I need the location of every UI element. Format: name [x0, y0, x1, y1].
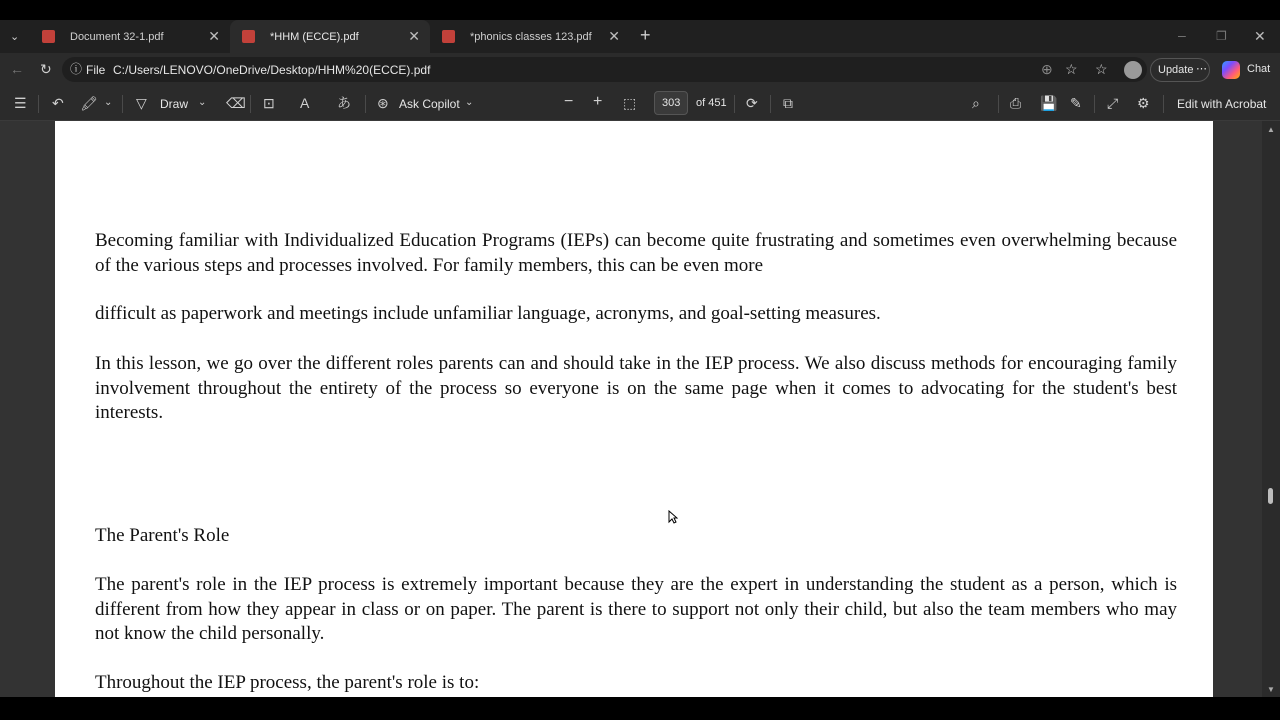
paragraph-intro: Becoming familiar with Individualized Education Programs (IEPs) can become quite frustrating and sometimes even overwhelming because of the various steps and processes involved. For family members, this can be even more [95, 230, 1177, 276]
scrollbar-thumb[interactable] [1268, 488, 1273, 504]
toolbar-divider [250, 95, 251, 113]
favorites-icon[interactable]: ☆ [1095, 61, 1108, 77]
pdf-icon [442, 30, 455, 43]
new-tab-icon[interactable]: + [640, 25, 651, 45]
address-field[interactable] [62, 57, 1147, 82]
paragraph-parents-role: The parent's role in the IEP process is extremely important because they are the expert in understanding the student as a person, which is different from how they appear in class or on paper. The parent is there to support not only their child, but also the team members who may not know the child personally. [95, 574, 1177, 644]
tab-document-32[interactable] [30, 20, 230, 53]
settings-gear-icon[interactable]: ⚙ [1137, 95, 1150, 111]
draw-icon[interactable]: ▽ [136, 95, 147, 111]
url-text: C:/Users/LENOVO/OneDrive/Desktop/HHM%20(ECCE).pdf [113, 63, 431, 77]
paragraph-lesson-overview: In this lesson, we go over the different roles parents can and should take in the IEP process. We also discuss methods for encouraging family involvement throughout the entirety of the process so everyone is on the same page when it comes to advocating for the student's best interests. [95, 353, 1177, 423]
minimize-icon[interactable]: – [1178, 27, 1186, 43]
toolbar-divider [770, 95, 771, 113]
paragraph-intro-continued: difficult as paperwork and meetings include unfamiliar language, acronyms, and goal-setting measures. [95, 303, 881, 324]
contents-icon[interactable]: ☰ [14, 95, 27, 111]
copilot-icon[interactable]: ⊛ [377, 95, 389, 111]
more-icon: ⋯ [1196, 63, 1207, 75]
close-tab-icon[interactable]: ✕ [608, 28, 620, 44]
page-number-value: 303 [662, 97, 681, 109]
scheme-label: File [86, 63, 106, 77]
screen-top-border [0, 0, 1280, 20]
tab-title: Document 32-1.pdf [70, 30, 164, 43]
search-icon[interactable]: ⌕ [972, 95, 980, 111]
highlight-icon[interactable]: 🖍 [80, 95, 98, 111]
section-heading-parents-role: The Parent's Role [95, 525, 230, 546]
vertical-scrollbar[interactable] [1262, 121, 1280, 697]
undo-icon[interactable]: ↶ [52, 95, 64, 111]
chat-label: Chat [1247, 63, 1271, 75]
tab-title: *phonics classes 123.pdf [470, 30, 592, 43]
translate-icon[interactable]: あ [337, 95, 351, 111]
save-as-icon[interactable]: ✎ [1070, 95, 1082, 111]
screen-bottom-border [0, 697, 1280, 720]
mouse-cursor-icon [668, 510, 678, 524]
address-bar-row [0, 53, 1280, 86]
tab-actions-chevron-icon[interactable]: ⌄ [10, 31, 20, 43]
text-box-icon[interactable]: ⊡ [263, 95, 275, 111]
close-tab-icon[interactable]: ✕ [208, 28, 220, 44]
chat-button[interactable] [1218, 58, 1274, 82]
rotate-icon[interactable]: ⟳ [746, 95, 758, 111]
toolbar-divider [122, 95, 123, 113]
toolbar-divider [734, 95, 735, 113]
info-icon[interactable]: ⓘ [70, 62, 83, 76]
draw-button[interactable]: Draw [160, 97, 189, 111]
scroll-up-icon[interactable]: ▲ [1267, 125, 1275, 134]
save-icon[interactable]: 💾 [1040, 95, 1058, 111]
pdf-icon [242, 30, 255, 43]
toolbar-divider [1163, 95, 1164, 113]
scroll-down-icon[interactable]: ▼ [1267, 685, 1275, 694]
edit-with-acrobat-button[interactable]: Edit with Acrobat [1177, 97, 1267, 111]
highlight-dropdown-chevron-icon[interactable]: ⌄ [104, 97, 113, 108]
page-total: of 451 [696, 97, 727, 109]
copilot-icon [1222, 61, 1240, 79]
tab-phonics-classes[interactable] [430, 20, 630, 53]
close-window-icon[interactable]: ✕ [1254, 28, 1266, 44]
toolbar-divider [998, 95, 999, 113]
tab-bar [0, 20, 1280, 53]
zoom-out-icon[interactable]: − [564, 93, 574, 110]
pdf-toolbar [0, 86, 1280, 121]
toolbar-divider [38, 95, 39, 113]
toolbar-divider [1094, 95, 1095, 113]
draw-dropdown-chevron-icon[interactable]: ⌄ [198, 97, 207, 108]
fullscreen-icon[interactable]: ⤢ [1107, 95, 1119, 111]
page-view-icon[interactable]: ⧉ [783, 95, 793, 111]
toolbar-divider [365, 95, 366, 113]
copilot-dropdown-chevron-icon[interactable]: ⌄ [465, 97, 474, 108]
zoom-in-icon[interactable]: + [593, 93, 603, 110]
pdf-icon [42, 30, 55, 43]
favorite-star-icon[interactable]: ☆ [1065, 61, 1078, 77]
zoom-icon[interactable]: ⊕ [1041, 61, 1053, 77]
update-label: Update [1158, 64, 1194, 76]
restore-icon[interactable]: ❐ [1216, 29, 1227, 43]
tab-title: *HHM (ECCE).pdf [270, 30, 359, 43]
avatar[interactable] [1124, 61, 1142, 79]
read-aloud-icon[interactable]: A [300, 95, 310, 111]
erase-icon[interactable]: ⌫ [226, 95, 246, 111]
update-button[interactable] [1150, 58, 1210, 82]
fit-to-page-icon[interactable]: ⬚ [623, 95, 637, 111]
print-icon[interactable]: ⎙ [1010, 95, 1022, 111]
back-icon[interactable]: ← [10, 61, 24, 77]
ask-copilot-button[interactable]: Ask Copilot [399, 97, 460, 111]
page-number-input[interactable] [654, 91, 688, 115]
tab-hhm-ecce[interactable] [230, 20, 430, 53]
close-tab-icon[interactable]: ✕ [408, 28, 420, 44]
paragraph-parents-role-list-intro: Throughout the IEP process, the parent's role is to: [95, 672, 480, 693]
refresh-icon[interactable]: ↻ [40, 61, 52, 77]
